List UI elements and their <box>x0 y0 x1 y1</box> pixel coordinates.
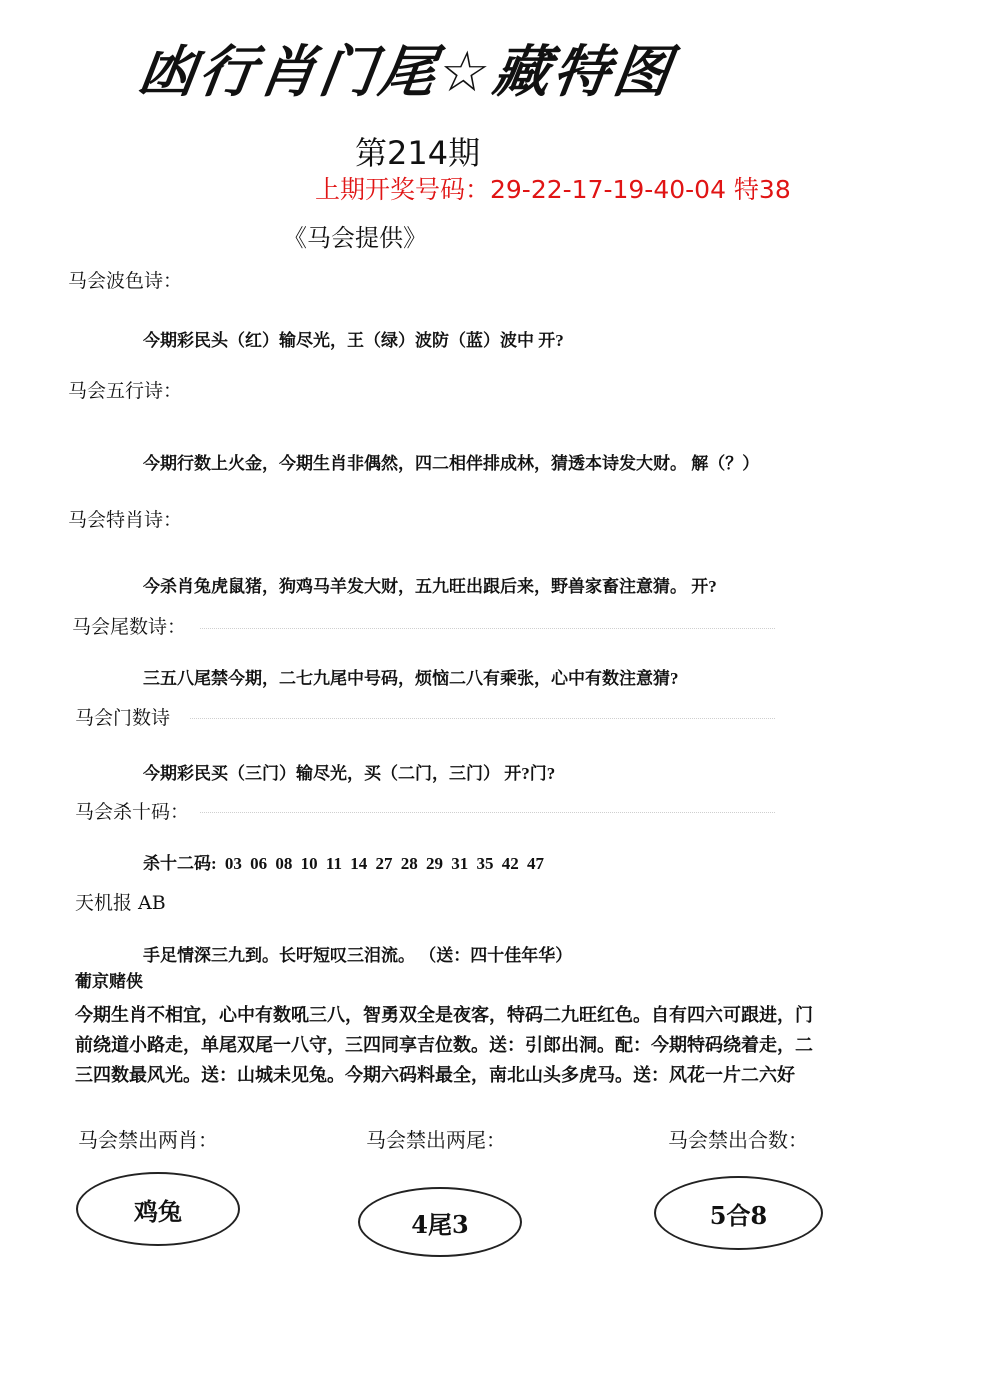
gambler-title: 葡京赌侠 <box>75 972 143 991</box>
section-heading-zodiac-poem: 马会特肖诗： <box>68 509 183 531</box>
dotted-divider <box>200 812 775 813</box>
section-heading-gate-poem: 马会门数诗 <box>75 707 171 729</box>
section-text-color-poem: 今期彩民头（红）输尽光，王（绿）波防（蓝）波中 开? <box>143 331 564 350</box>
source-label: 《马会提供》 <box>283 224 427 252</box>
gambler-line: 前绕道小路走，单尾双尾一八守，三四同享吉位数。送：引郎出洞。配：今期特码绕着走，二 <box>75 1035 813 1055</box>
section-heading-kill-ten: 马会杀十码： <box>75 801 190 823</box>
issue-number: 第214期 <box>355 134 481 172</box>
dotted-divider <box>200 628 775 629</box>
gambler-line: 三四数最风光。送：山城未见兔。今期六码料最全，南北山头多虎马。送：风花一片二六好 <box>75 1065 795 1085</box>
previous-draw-numbers: 上期开奖号码：29-22-17-19-40-04 特38 <box>315 175 791 204</box>
dotted-divider <box>190 718 775 719</box>
section-text-oracle: 手足情深三九到。长吁短叹三泪流。 （送：四十佳年华） <box>143 946 573 965</box>
ban-value-sum: 5合8 <box>709 1200 768 1230</box>
ban-label-zodiac: 马会禁出两肖： <box>78 1128 218 1152</box>
ban-value-tail: 4尾3 <box>411 1209 469 1239</box>
page-title: 凼行肖门尾☆藏特图 <box>134 40 679 105</box>
ban-label-sum: 马会禁出合数： <box>668 1128 808 1152</box>
section-heading-tail-poem: 马会尾数诗： <box>72 616 187 638</box>
section-text-zodiac-poem: 今杀肖兔虎鼠猪，狗鸡马羊发大财，五九旺出跟后来，野兽家畜注意猜。 开? <box>143 577 717 596</box>
section-heading-five-elements: 马会五行诗： <box>68 380 183 402</box>
section-text-gate-poem: 今期彩民买（三门）输尽光，买（二门，三门） 开?门? <box>143 764 556 783</box>
gambler-line: 今期生肖不相宜，心中有数吼三八，智勇双全是夜客，特码二九旺红色。自有四六可跟进，门 <box>75 1005 813 1025</box>
ban-label-tail: 马会禁出两尾： <box>366 1128 506 1152</box>
section-text-five-elements: 今期行数上火金，今期生肖非偶然，四二相伴排成林，猜透本诗发大财。 解（？） <box>143 454 760 473</box>
ban-oval-zodiac <box>76 1172 240 1246</box>
section-heading-color-poem: 马会波色诗： <box>68 270 183 292</box>
section-text-tail-poem: 三五八尾禁今期，二七九尾中号码，烦恼二八有乘张，心中有数注意猜? <box>143 669 679 688</box>
section-text-kill-numbers: 杀十二码: 03 06 08 10 11 14 27 28 29 31 35 42 47 <box>143 854 544 873</box>
gambler-paragraph <box>75 1000 905 1090</box>
ban-oval-sum <box>654 1176 823 1250</box>
ban-value-zodiac: 鸡兔 <box>134 1196 182 1226</box>
ban-oval-tail <box>358 1187 522 1257</box>
section-heading-oracle: 天机报 AB <box>75 892 166 914</box>
